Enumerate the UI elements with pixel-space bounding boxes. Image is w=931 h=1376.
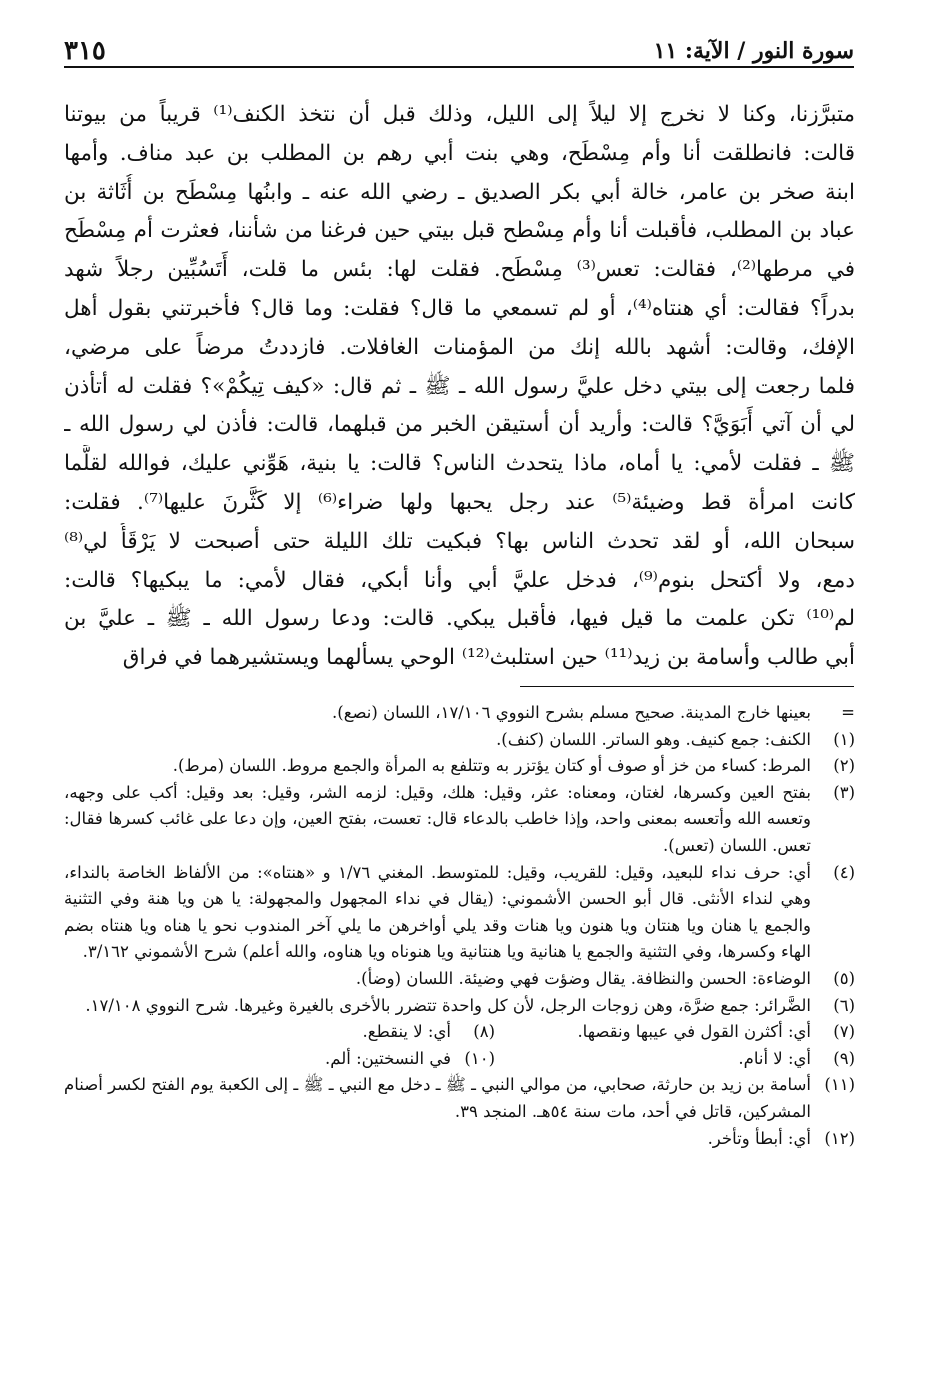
footnote-number: (١١) [824, 1075, 855, 1095]
footnote [64, 753, 855, 780]
footnote-text: أسامة بن زيد بن حارثة، صحابي، من موالي النبي ـ ﷺ ـ دخل مع النبي ـ ﷺ ـ إلى الكعبة يوم الفتح لكسر أصنام المشركين، قاتل في أحد، مات سنة ٥٤هـ. المنجد ٣٩. [64, 1075, 811, 1121]
footnote-text: أي: حرف نداء للبعيد، وقيل: للقريب، وقيل: للمتوسط. المغني ١/٧٦ و «هنتاه»: من الألفاظ الخاصة بالنداء، وهي لنداء الأنثى. قال أبو الحسن الأشموني: (يقال في نداء المجهول والمجهولة: يا هن ويا هنة وفي التثنية والجمع يا هنان ويا هنتان ويا هنون ويا هنات وقد يلي أواخرهن ما يلي آخر المندوب نحو يا هناه ويا هنتاه بضم الهاء وكسرها، وفي التثنية والجمع يا هنانية ويا هنتانية ويا هنوناه ويا هناوه، والله أعلم) شرح الأشموني ٣/١٦٢. [64, 862, 811, 962]
footnote-number: (٨) [473, 1022, 495, 1042]
footnote-pair [64, 1019, 855, 1046]
text-line: كانت امرأة قط وضيئة⁽⁵⁾ عند رجل يحبها ولها ضراء⁽⁶⁾ إلا كَثَّرنَ عليها⁽⁷⁾. فقلت: [64, 489, 855, 515]
text-line: لم⁽¹⁰⁾ تكن علمت ما قيل فيها، فأقبل يبكي. قالت: ودعا رسول الله ـ ﷺ ـ عليَّ بن [64, 606, 855, 632]
footnote [135, 1019, 495, 1046]
footnote [64, 993, 855, 1020]
footnote-number: (٢) [833, 756, 855, 776]
text-line: في مرطها⁽²⁾، فقالت: تعس⁽³⁾ مِسْطَح. فقلت لها: بئس ما قلت، أَتَسُبِّين رجلاً شهد [64, 257, 855, 283]
footnote-number: (٧) [833, 1022, 855, 1042]
footnote [64, 966, 855, 993]
footnote-text: بفتح العين وكسرها، لغتان، ومعناه: عثر، وقيل: هلك، وقيل: لزمه الشر، وقيل: بعد وقيل: أكب على وجهه، وتعسه الله وأتعسه بمعنى واحد، وإذا خاطب بالدعاء قال: تعست، بفتح العين، وإن دعا على غائب كسرها فقال: تعس. اللسان (تعس). [64, 782, 811, 855]
footnote-text: أي: أبطأ وتأخر. [707, 1128, 811, 1148]
footnote-text: المرط: كساء من خز أو صوف أو كتان يؤتزر به وتتلفع به المرأة والجمع مروط. اللسان (مرط). [172, 756, 811, 776]
footnote-text: أي: لا أنام. [738, 1048, 811, 1068]
text-line: متبرَّزنا، وكنا لا نخرج إلا ليلاً إلى الليل، وذلك قبل أن نتخذ الكنف⁽¹⁾ قريباً من بيوتنا [64, 102, 855, 127]
footnote-separator [520, 686, 854, 687]
text-line: ابنة صخر بن عامر، خالة أبي بكر الصديق ـ رضي الله عنه ـ وابنُها مِسْطَح بن أُثَاثة بن [64, 179, 855, 205]
footnote-text: أي: لا ينقطع. [362, 1022, 451, 1042]
text-line: فلما رجعت إلى بيتي دخل عليَّ رسول الله ـ ﷺ ـ ثم قال: «كيف تِيكُمْ»؟ فقلت له أتأذن [64, 373, 855, 399]
footnote-text: الضَّرائر: جمع ضرَّة، وهن زوجات الرجل، لأن كل واحدة تتضرر بالأخرى بالغيرة وغيرها. شرح النووي ١٧/١٠٨. [85, 995, 811, 1015]
footnote-number: (٤) [833, 862, 855, 882]
footnote-text: بعينها خارج المدينة. صحيح مسلم بشرح النووي ١٧/١٠٦، اللسان (نصع). [332, 703, 811, 722]
text-line: لي أن آتي أَبَوَيَّ؟ قالت: وأريد أن أستيقن الخبر من قبلهما، قالت: فأذن لي رسول الله ـ [64, 412, 855, 438]
text-line: الإفك، وقالت: أشهد بالله إنك من المؤمنات الغافلات. فازددتُ مرضاً على مرضي، [64, 334, 855, 360]
footnote [64, 727, 855, 754]
footnote-number: = [841, 703, 855, 722]
footnote-text: أي: أكثرن القول في عيبها ونقصها. [577, 1022, 811, 1042]
footnote-number: (٣) [833, 782, 855, 802]
text-line: أبي طالب وأسامة بن زيد⁽¹¹⁾ حين استلبث⁽¹²⁾ الوحي يسألهما ويستشيرهما في فراق [122, 645, 855, 671]
footnote-pair [64, 1046, 855, 1073]
footnote-number: (٥) [833, 968, 855, 988]
footnote-number: (٦) [833, 995, 855, 1015]
footnote-text: في النسختين: ألم. [324, 1048, 451, 1068]
footnote-number: (١٠) [464, 1048, 495, 1068]
page-header [64, 30, 854, 68]
footnote-text: الكنف: جمع كنيف. وهو الساتر. اللسان (كنف). [496, 729, 811, 749]
text-line: عباد بن المطلب، فأقبلت أنا وأم مِسْطح قبل بيتي حين فرغنا من شأننا، فعثرت أم مِسْطَح [64, 218, 855, 244]
footnote-number: (٩) [833, 1048, 855, 1068]
text-line: قالت: فانطلقت أنا وأم مِسْطَح، وهي بنت أبي رهم بن المطلب بن عبد مناف. وأمها [64, 140, 855, 166]
text-line: سبحان الله، أو لقد تحدث الناس بها؟ فبكيت تلك الليلة حتى أصبحت لا يَرْقَأُ لي⁽⁸⁾ [64, 528, 855, 554]
footnotes [64, 700, 855, 1152]
text-line: بدراً؟ فقالت: أي هنتاه⁽⁴⁾، أو لم تسمعي ما قال؟ فقلت: وما قال؟ فأخبرتني بقول أهل [64, 295, 855, 321]
footnote [64, 1072, 855, 1125]
main-text [64, 96, 855, 678]
footnote [64, 1126, 855, 1153]
footnote [135, 1046, 495, 1073]
text-line: ﷺ ـ فقلت لأمي: يا أماه، ماذا يتحدث الناس؟ قالت: يا بنية، هَوِّني عليك، فوالله لقلَّما [64, 451, 855, 477]
footnote [64, 700, 855, 727]
footnote-number: (١) [833, 729, 855, 749]
page-number: ٣١٥ [64, 36, 106, 66]
footnote [64, 860, 855, 966]
running-title: سورة النور / الآية: ١١ [653, 38, 854, 64]
footnote-number: (١٢) [824, 1128, 855, 1148]
text-line: دمع، ولا أكتحل بنوم⁽⁹⁾، فدخل عليَّ أبي وأنا أبكي، فقال لأمي: ما يبكيها؟ قالت: [64, 567, 855, 593]
footnote-text: الوضاءة: الحسن والنظافة. يقال وضؤت فهي وضيئة. اللسان (وضأ). [355, 968, 811, 988]
footnote [64, 780, 855, 860]
footnote [495, 1046, 855, 1073]
footnote [495, 1019, 855, 1046]
